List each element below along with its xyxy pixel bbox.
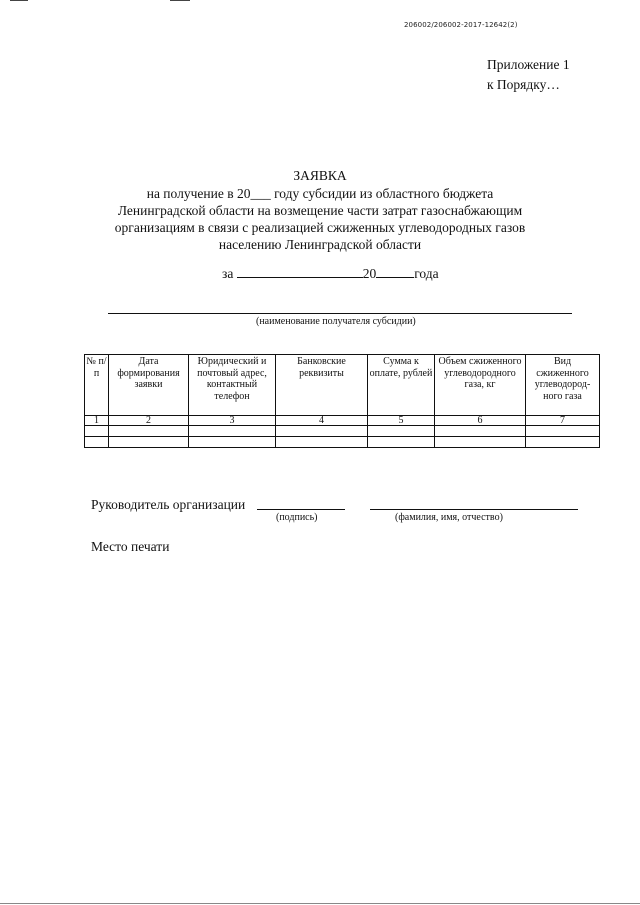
- period-line: [222, 265, 439, 282]
- column-number: 3: [189, 416, 276, 426]
- recipient-caption: (наименование получателя субсидии): [256, 316, 416, 327]
- header-cell: Вид сжиженного углеводород-ного газа: [526, 355, 600, 416]
- table-cell: [526, 426, 600, 437]
- name-line: [370, 509, 578, 510]
- appendix-line-2: к Порядку…: [487, 77, 560, 92]
- title-line-2: Ленинградской области на возмещение части затрат газоснабжающим: [117, 203, 523, 218]
- table-cell: [109, 437, 189, 448]
- header-cell: Сумма к оплате, рублей: [368, 355, 435, 416]
- column-number: 4: [276, 416, 368, 426]
- table-cell: [368, 437, 435, 448]
- scan-edge-mark: [170, 0, 190, 1]
- signature-caption: (подпись): [276, 512, 318, 523]
- table-cell: [368, 426, 435, 437]
- table-row: [85, 426, 600, 437]
- table-cell: [85, 426, 109, 437]
- table-cell: [85, 437, 109, 448]
- period-year-blank: [376, 265, 414, 278]
- title-line-3: организациям в связи с реализацией сжиженных углеводородных газов: [114, 220, 526, 235]
- table-cell: [189, 437, 276, 448]
- column-number: 5: [368, 416, 435, 426]
- period-suffix: года: [414, 266, 439, 281]
- table-row: [85, 437, 600, 448]
- header-cell: Банковские реквизиты: [276, 355, 368, 416]
- table-cell: [526, 437, 600, 448]
- table-cell: [276, 437, 368, 448]
- table-cell: [435, 437, 526, 448]
- table-header-row: [85, 355, 600, 416]
- table-cell: [276, 426, 368, 437]
- title-line-1: на получение в 20___ году субсидии из областного бюджета: [146, 186, 494, 201]
- period-prefix: за: [222, 266, 234, 281]
- table-cell: [189, 426, 276, 437]
- table-cell: [109, 426, 189, 437]
- table-number-row: [85, 416, 600, 426]
- table-cell: [435, 426, 526, 437]
- recipient-line: [108, 313, 572, 314]
- document-id: 206002/206002-2017-12642(2): [404, 21, 518, 29]
- title-line-4: населению Ленинградской области: [218, 237, 422, 252]
- header-cell: Юридический и почтовый адрес, контактный телефон: [189, 355, 276, 416]
- period-year-prefix: 20: [362, 266, 377, 281]
- period-blank: [237, 265, 363, 278]
- scan-edge-mark: [0, 903, 640, 904]
- name-caption: (фамилия, имя, отчество): [395, 512, 503, 523]
- signature-line: [257, 509, 345, 510]
- header-cell: № п/п: [85, 355, 109, 416]
- header-cell: Объем сжиженного углеводородного газа, кг: [435, 355, 526, 416]
- scan-edge-mark: [10, 0, 28, 1]
- column-number: 2: [109, 416, 189, 426]
- header-cell: Дата формирования заявки: [109, 355, 189, 416]
- column-number: 7: [526, 416, 600, 426]
- signature-label: Руководитель организации: [91, 497, 246, 512]
- document-title: ЗАЯВКА: [293, 168, 347, 183]
- column-number: 1: [85, 416, 109, 426]
- column-number: 6: [435, 416, 526, 426]
- stamp-place: Место печати: [91, 539, 170, 554]
- appendix-line-1: Приложение 1: [487, 57, 570, 72]
- application-table: [84, 354, 600, 448]
